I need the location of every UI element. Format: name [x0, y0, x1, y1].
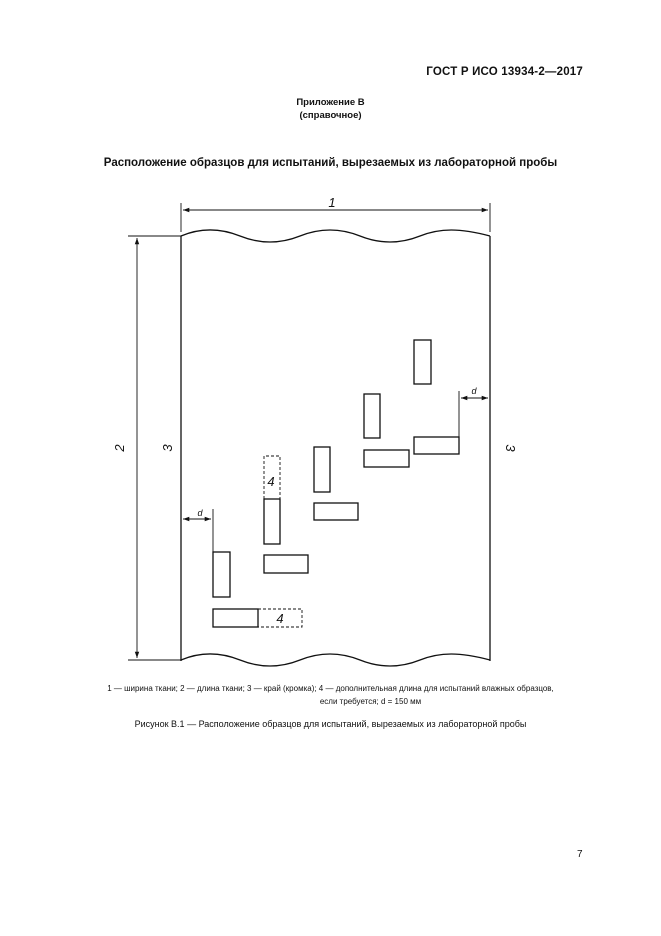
specimen-warp-3: [314, 447, 330, 492]
distance-d-left-label: d: [197, 508, 203, 518]
annex-type: (справочное): [299, 110, 362, 121]
edge-left-marker: 3: [160, 444, 175, 452]
figure-caption: Рисунок В.1 — Расположение образцов для испытаний, вырезаемых из лабораторной пробы: [134, 719, 527, 729]
standard-code-header: ГОСТ Р ИСО 13934-2—2017: [426, 66, 583, 78]
specimen-weft-3: [314, 503, 358, 520]
distance-d-right: [459, 391, 488, 437]
extra-length-marker-vertical: 4: [267, 474, 275, 489]
figure-legend-line-2: если требуется; d = 150 мм: [319, 697, 422, 706]
specimen-weft-2: [264, 555, 308, 573]
width-marker: 1: [328, 195, 336, 210]
figure-legend-line-1: 1 — ширина ткани; 2 — длина ткани; 3 — край (кромка); 4 — дополнительная длина для испытаний влажных образцов,: [107, 684, 554, 693]
specimen-weft-1: [213, 609, 258, 627]
page-number: 7: [577, 849, 583, 860]
fabric-top-wavy-cut: [181, 230, 490, 242]
specimen-warp-2: [264, 499, 280, 544]
test-specimens: [213, 340, 459, 627]
specimen-weft-5: [414, 437, 459, 454]
annex-title: Приложение В: [296, 97, 365, 108]
specimen-weft-4: [364, 450, 409, 467]
length-marker: 2: [112, 444, 127, 452]
specimen-warp-1: [213, 552, 230, 597]
specimen-warp-5: [414, 340, 431, 384]
section-title: Расположение образцов для испытаний, вырезаемых из лабораторной пробы: [103, 157, 558, 169]
fabric-bottom-wavy-cut: [181, 654, 490, 666]
extra-length-marker-horizontal: 4: [276, 611, 284, 626]
specimen-warp-4: [364, 394, 380, 438]
distance-d-right-label: d: [471, 386, 477, 396]
edge-right-marker: 3: [503, 444, 518, 452]
